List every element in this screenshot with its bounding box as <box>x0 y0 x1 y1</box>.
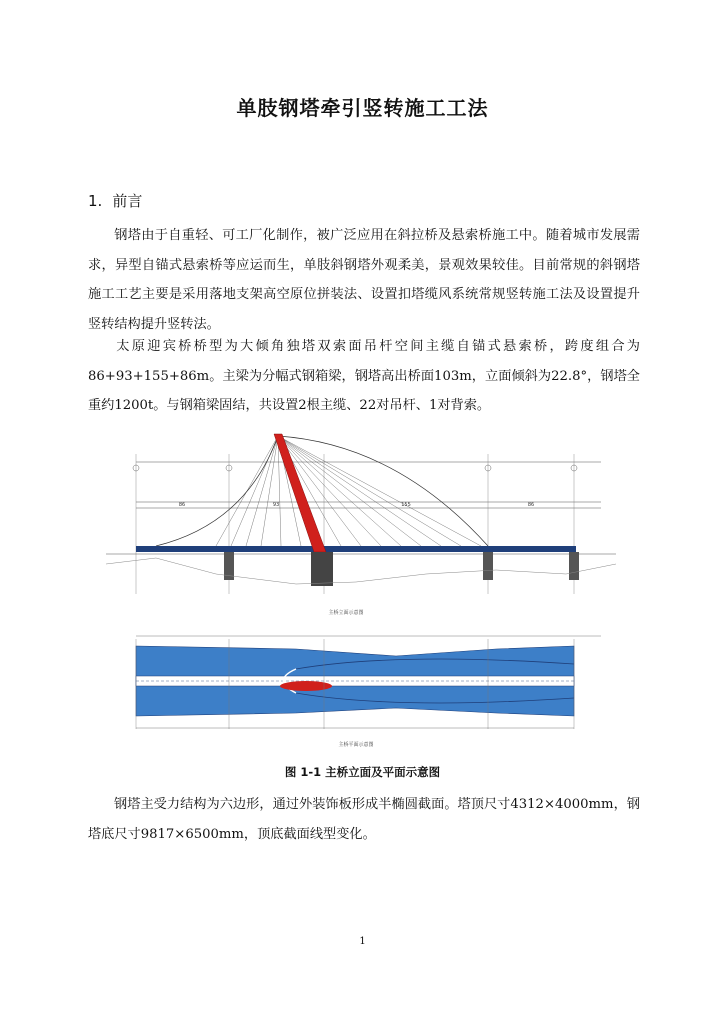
section-number: 1. <box>88 192 103 210</box>
figure-caption: 图 1-1 主桥立面及平面示意图 <box>284 765 441 779</box>
paragraph-2-text: 太原迎宾桥桥型为大倾角独塔双索面吊杆空间主缆自锚式悬索桥，跨度组合为86+93+155+86m。主梁为分幅式钢箱梁，钢塔高出桥面103m，立面倾斜为22.8°，钢塔全重约1200t。与钢箱梁固结，共设置2根主缆、22对吊杆、1对背索。 <box>88 339 640 413</box>
paragraph-1-text: 钢塔由于自重轻、可工厂化制作，被广泛应用在斜拉桥及悬索桥施工中。随着城市发展需求，异型自锚式悬索桥等应运而生，单肢斜钢塔外观柔美，景观效果较佳。目前常规的斜钢塔施工工艺主要是采用落地支架高空原位拼装法、设置扣塔缆风系统常规竖转施工法及设置提升竖转结构提升竖转法。 <box>88 228 640 332</box>
page-number: 1 <box>359 936 366 947</box>
span-label-1: 86 <box>178 502 186 508</box>
section-heading <box>88 190 142 211</box>
bridge-figure <box>96 424 641 754</box>
plan-caption: 主桥平面示意图 <box>338 742 374 748</box>
span-label-3: 155 <box>401 502 411 508</box>
paragraph-3 <box>88 790 640 849</box>
paragraph-3-text: 钢塔主受力结构为六边形，通过外装饰板形成半椭圆截面。塔顶尺寸4312×4000mm，钢塔底尺寸9817×6500mm，顶底截面线型变化。 <box>88 797 640 842</box>
page-title: 单肢钢塔牵引竖转施工工法 <box>236 96 489 120</box>
elevation-view <box>106 434 616 616</box>
elevation-caption: 主桥立面示意图 <box>328 610 364 616</box>
section-title: 前言 <box>112 192 143 210</box>
span-label-4: 86 <box>527 502 535 508</box>
span-label-2: 93 <box>272 502 280 508</box>
paragraph-1 <box>88 221 640 339</box>
paragraph-2 <box>88 332 640 421</box>
plan-view <box>136 636 601 748</box>
